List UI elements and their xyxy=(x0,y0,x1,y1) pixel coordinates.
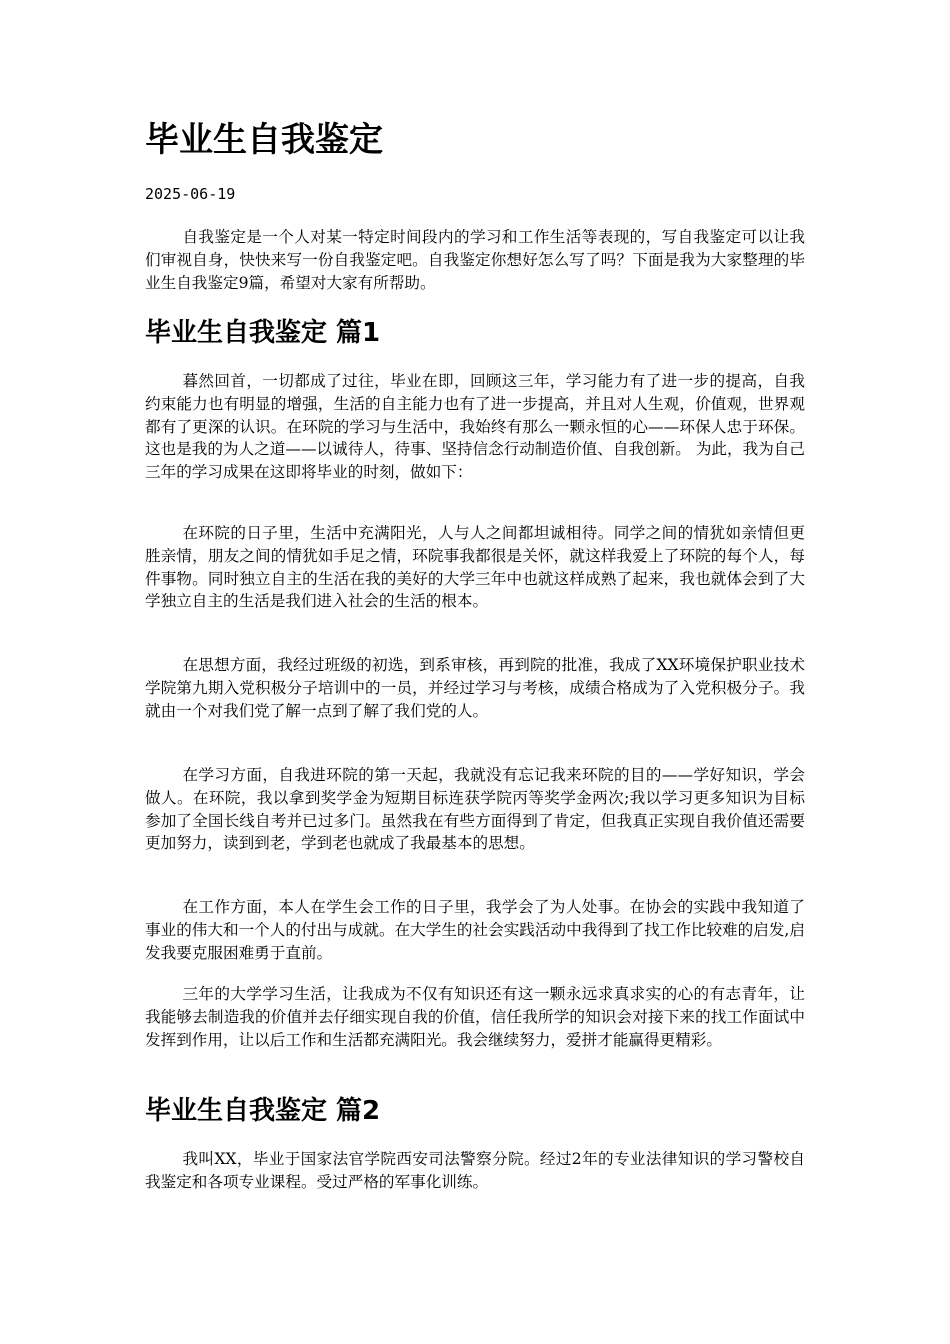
section-1-paragraph-4: 在学习方面，自我进环院的第一天起，我就没有忘记我来环院的目的——学好知识，学会做人。在环院，我以拿到奖学金为短期目标连获学院丙等奖学金两次;我以学习更多知识为目标参加了全国长线自考并已过多门。虽然我在有些方面得到了肯定，但我真正实现自我价值还需要更加努力，读到到老，学到老也就成了我最基本的思想。 xyxy=(145,766,805,853)
section-1-title: 毕业生自我鉴定 篇1 xyxy=(145,318,381,348)
section-1-paragraph-6: 三年的大学学习生活，让我成为不仅有知识还有这一颗永远求真求实的心的有志青年，让我能够去制造我的价值并去仔细实现自我的价值，信任我所学的知识会对接下来的找工作面试中发挥到作用，让以后工作和生活都充满阳光。我会继续努力，爱拼才能赢得更精彩。 xyxy=(145,985,805,1049)
section-1-paragraph-2: 在环院的日子里，生活中充满阳光，人与人之间都坦诚相待。同学之间的情犹如亲情但更胜亲情，朋友之间的情犹如手足之情，环院事我都很是关怀，就这样我爱上了环院的每个人，每件事物。同时独立自主的生活在我的美好的大学三年中也就这样成熟了起来，我也就体会到了大学独立自主的生活是我们进入社会的生活的根本。 xyxy=(145,524,805,611)
section-2-title: 毕业生自我鉴定 篇2 xyxy=(145,1096,381,1126)
document-date: 2025-06-19 xyxy=(145,185,236,203)
section-1-paragraph-3: 在思想方面，我经过班级的初选，到系审核，再到院的批准，我成了XX环境保护职业技术学院第九期入党积极分子培训中的一员，并经过学习与考核，成绩合格成为了入党积极分子。我就由一个对我们党了解一点到了解了我们党的人。 xyxy=(145,656,805,720)
section-1-paragraph-5: 在工作方面，本人在学生会工作的日子里，我学会了为人处事。在协会的实践中我知道了事业的伟大和一个人的付出与成就。在大学生的社会实践活动中我得到了找工作比较难的启发,启发我要克服困难勇于直前。 xyxy=(145,898,805,962)
section-1-paragraph-1: 暮然回首，一切都成了过往，毕业在即，回顾这三年，学习能力有了进一步的提高，自我约束能力也有明显的增强，生活的自主能力也有了进一步提高，并且对人生观，价值观，世界观都有了更深的认识。在环院的学习与生活中，我始终有那么一颗永恒的心——环保人忠于环保。这也是我的为人之道——以诚待人，待事、坚持信念行动制造价值、自我创新。 为此，我为自己三年的学习成果在这即将毕业的时刻，做如下： xyxy=(145,372,805,482)
section-2-paragraph-1: 我叫XX，毕业于国家法官学院西安司法警察分院。经过2年的专业法律知识的学习警校自我鉴定和各项专业课程。受过严格的军事化训练。 xyxy=(145,1150,805,1191)
intro-paragraph: 自我鉴定是一个人对某一特定时间段内的学习和工作生活等表现的，写自我鉴定可以让我们审视自身，快快来写一份自我鉴定吧。自我鉴定你想好怎么写了吗？下面是我为大家整理的毕业生自我鉴定9篇，希望对大家有所帮助。 xyxy=(145,228,805,292)
document-title: 毕业生自我鉴定 xyxy=(145,120,383,160)
